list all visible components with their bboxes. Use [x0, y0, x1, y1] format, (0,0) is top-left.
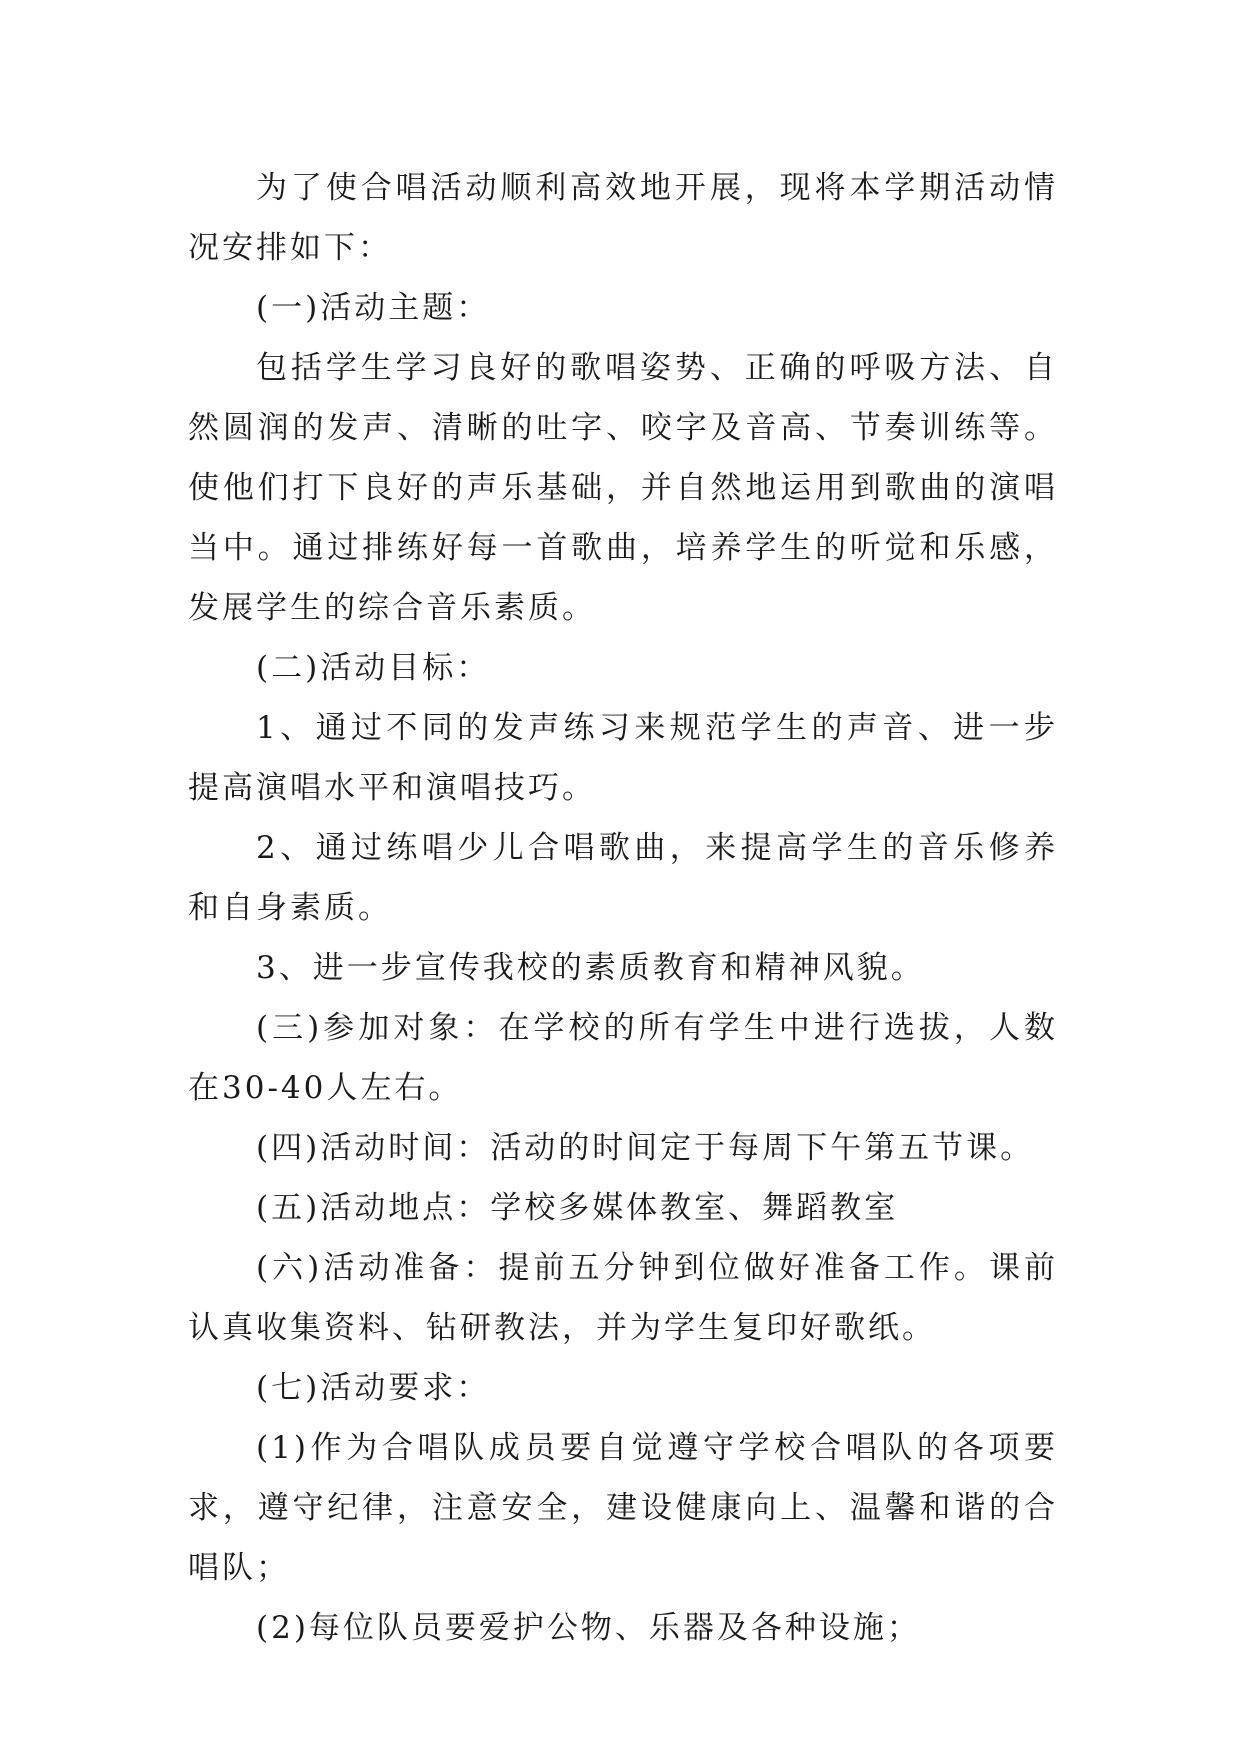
section-time: (四)活动时间：活动的时间定于每周下午第五节课。 — [256, 1130, 1035, 1166]
document-body — [188, 158, 1058, 1658]
section-heading-goals: (二)活动目标： — [256, 650, 491, 686]
goal-item-2: 2、通过练唱少儿合唱歌曲，来提高学生的音乐修养和自身素质。 — [188, 830, 1058, 926]
theme-paragraph: 包括学生学习良好的歌唱姿势、正确的呼吸方法、自然圆润的发声、清晰的吐字、咬字及音高、节奏训练等。使他们打下良好的声乐基础，并自然地运用到歌曲的演唱当中。通过排练好每一首歌曲，培养学生的听觉和乐感，发展学生的综合音乐素质。 — [188, 350, 1058, 626]
section-location: (五)活动地点：学校多媒体教室、舞蹈教室 — [256, 1190, 899, 1226]
requirement-item-2: (2)每位队员要爱护公物、乐器及各种设施； — [256, 1610, 921, 1646]
section-heading-theme: (一)活动主题： — [256, 290, 491, 326]
intro-paragraph: 为了使合唱活动顺利高效地开展，现将本学期活动情况安排如下： — [188, 170, 1058, 266]
requirement-item-1: (1)作为合唱队成员要自觉遵守学校合唱队的各项要求，遵守纪律，注意安全，建设健康向上、温馨和谐的合唱队； — [188, 1430, 1058, 1586]
section-participants: (三)参加对象：在学校的所有学生中进行选拔，人数在30-40人左右。 — [188, 1010, 1058, 1106]
goal-item-3: 3、进一步宣传我校的素质教育和精神风貌。 — [256, 950, 925, 986]
goal-item-1: 1、通过不同的发声练习来规范学生的声音、进一步提高演唱水平和演唱技巧。 — [188, 710, 1058, 806]
section-preparation: (六)活动准备：提前五分钟到位做好准备工作。课前认真收集资料、钻研教法，并为学生复印好歌纸。 — [188, 1250, 1058, 1346]
section-heading-requirements: (七)活动要求： — [256, 1370, 491, 1406]
